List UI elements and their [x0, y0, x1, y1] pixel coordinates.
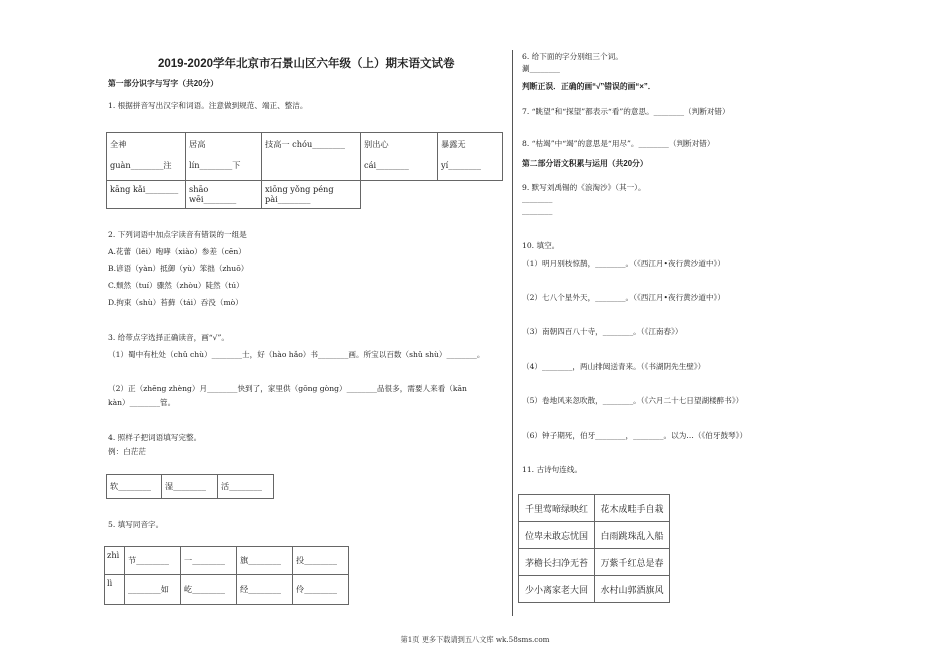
q5-cell: 节________: [125, 547, 181, 575]
q5-cell: 旗________: [237, 547, 293, 575]
q9-blank-2: ________: [522, 206, 553, 215]
poem-line-right[interactable]: 白雨跳珠乱入船: [595, 522, 670, 549]
q11-table: [518, 494, 670, 603]
poem-line-left[interactable]: 千里莺啼绿映红: [519, 495, 595, 522]
q1-cell: xiōng yǒng péng pài________: [262, 181, 361, 209]
q5-cell: ________如: [125, 575, 181, 605]
q5-cell: 投________: [293, 547, 349, 575]
q1-cell: 技高一 chóu________: [262, 133, 361, 181]
poem-line-right[interactable]: 花木成畦手自栽: [595, 495, 670, 522]
q4-prompt: 4. 照样子把词语填写完整。: [108, 433, 202, 442]
q2-option-b[interactable]: B.谚语（yàn）抵御（yù）笨拙（zhuō）: [108, 264, 249, 273]
page-title: 2019-2020学年北京市石景山区六年级（上）期末语文试卷: [158, 58, 455, 70]
q3-line2b: kàn）________管。: [108, 398, 176, 407]
q4-cell: 湿________: [162, 475, 218, 499]
poem-line-right[interactable]: 水村山郭酒旗风: [595, 576, 670, 603]
q5-cell: 一________: [181, 547, 237, 575]
q10-item: （2）七八个星外天，________。（《西江月•夜行黄沙道中》）: [522, 293, 725, 302]
q5-cell: 伶________: [293, 575, 349, 605]
q4-cell: 活________: [218, 475, 274, 499]
q1-table: [106, 132, 503, 209]
q1-cell: kāng kǎi________: [107, 181, 186, 209]
q5-pinyin: zhì: [105, 547, 125, 575]
q1-cell: 全神 guàn________注: [107, 133, 186, 181]
q9-prompt: 9. 默写刘禹锡的《浪淘沙》（其一）。: [522, 183, 646, 192]
q2-option-c[interactable]: C.颓然（tuí）骤然（zhòu）陡然（tú）: [108, 281, 244, 290]
q1-cell: 居高 lín________下: [186, 133, 262, 181]
q10-item: （4）________，两山排闼送青来。（《书湖阴先生壁》）: [522, 362, 706, 371]
q4-table: [106, 474, 274, 499]
q5-cell: 经________: [237, 575, 293, 605]
column-divider: [512, 50, 513, 616]
q4-cell: 软________: [107, 475, 162, 499]
q3-line1: （1）蜀中有杜处（chǔ chù）________士，好（hào hǎo）书________画。所宝以百数（shǔ shù）________。: [108, 350, 485, 359]
q1-cell: shāo wēi________: [186, 181, 262, 209]
q3-line2a: （2）正（zhēng zhèng）月________快到了，家里供（gōng gòng）________品很多，需要人来看（kān: [108, 384, 467, 393]
q5-prompt: 5. 填写同音字。: [108, 520, 164, 529]
q10-item: （6）钟子期死，伯牙________，________。以为…（《伯牙鼓琴》）: [522, 431, 748, 440]
q10-item: （5）卷地风来忽吹散，________。（《六月二十七日望湖楼醉书》）: [522, 396, 744, 405]
poem-line-right[interactable]: 万紫千红总是春: [595, 549, 670, 576]
q10-item: （3）南朝四百八十寺，________。（《江南春》）: [522, 327, 683, 336]
q4-example: 例：白茫茫: [108, 447, 146, 456]
q1-prompt: 1. 根据拼音写出汉字和词语。注意做到规范、端正、整洁。: [108, 101, 308, 110]
q10-prompt: 10. 填空。: [522, 241, 560, 250]
q11-prompt: 11. 古诗句连线。: [522, 465, 583, 474]
q5-table: [104, 546, 349, 605]
q8: 8. “枯竭”中“竭”的意思是“用尽”。________（判断对错）: [522, 139, 715, 148]
part2-heading: 第二部分语文积累与运用（共20分）: [522, 159, 648, 168]
q2-option-d[interactable]: D.拘束（shù）苔藓（tái）吞没（mò）: [108, 298, 243, 307]
q7: 7. “眺望”和“探望”都表示“看”的意思。________（判断对错）: [522, 107, 730, 116]
poem-line-left[interactable]: 茅檐长扫净无苔: [519, 549, 595, 576]
page-footer: 第1页 更多下载请到五八文库 wk.58sms.com: [400, 635, 550, 644]
q10-item: （1）明月别枝惊鹊，________。（《西江月•夜行黄沙道中》）: [522, 259, 725, 268]
q3-prompt: 3. 给带点字选择正确读音，画“√”。: [108, 333, 229, 342]
poem-line-left[interactable]: 位卑未敢忘忧国: [519, 522, 595, 549]
part1-heading: 第一部分识字与写字（共20分）: [108, 79, 219, 88]
q5-cell: 屹________: [181, 575, 237, 605]
judge-heading: 判断正误．正确的画“√”错误的画“×”．: [522, 82, 656, 91]
q6-line: 涮________: [522, 64, 560, 73]
q2-option-a[interactable]: A.花蕾（lěi）咆哮（xiào）参差（cēn）: [108, 247, 246, 256]
q1-cell: 暴露无 yí________: [438, 133, 503, 181]
q9-blank-1: ________: [522, 194, 553, 203]
q2-prompt: 2. 下列词语中加点字读音有错误的一组是: [108, 230, 247, 239]
q6-prompt: 6. 给下面的字分别组三个词。: [522, 52, 623, 61]
q5-pinyin: lì: [105, 575, 125, 605]
poem-line-left[interactable]: 少小离家老大回: [519, 576, 595, 603]
q1-cell: 别出心 cái________: [361, 133, 438, 181]
